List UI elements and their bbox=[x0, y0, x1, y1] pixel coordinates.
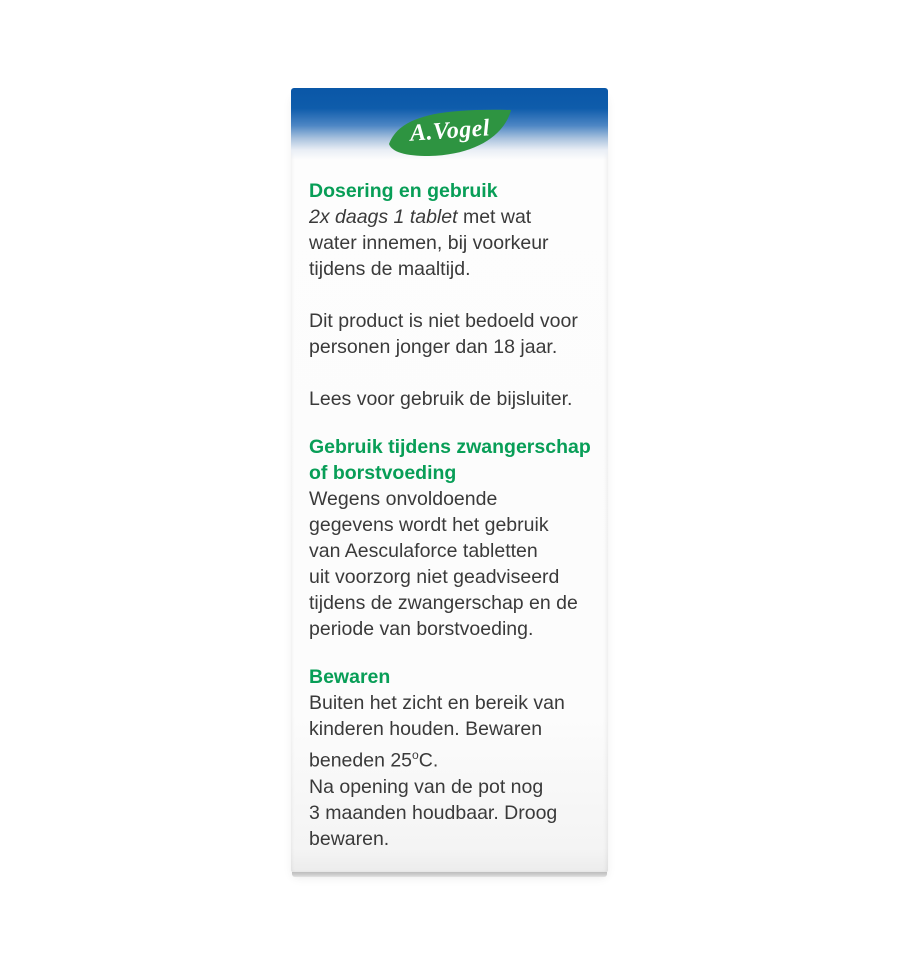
paragraph bbox=[309, 690, 594, 774]
section-heading: Dosering en gebruik bbox=[309, 180, 498, 202]
text-line: tijdens de zwangerschap en de bbox=[309, 592, 578, 614]
logo-text: A.Vogel bbox=[408, 115, 491, 147]
text-line: periode van borstvoeding. bbox=[309, 618, 534, 640]
text-line: personen jonger dan 18 jaar. bbox=[309, 336, 558, 358]
paragraph bbox=[309, 774, 594, 852]
product-box bbox=[291, 88, 608, 872]
paragraph bbox=[309, 486, 594, 642]
text-line: Buiten het zicht en bereik van bbox=[309, 692, 565, 714]
text-line: Dit product is niet bedoeld voor bbox=[309, 310, 578, 332]
paragraph bbox=[309, 386, 594, 412]
label-section bbox=[309, 178, 594, 412]
text-line: 3 maanden houdbaar. Droog bbox=[309, 801, 558, 824]
text-line: uit voorzorg niet geadviseerd bbox=[309, 566, 560, 588]
text-line: bewaren. bbox=[309, 827, 390, 850]
text-line: Na opening van de pot nog bbox=[309, 775, 544, 798]
section-heading: Gebruik tijdens zwangerschap bbox=[309, 436, 591, 458]
text-line: Lees voor gebruik de bijsluiter. bbox=[309, 388, 573, 410]
text-line: water innemen, bij voorkeur bbox=[309, 232, 549, 254]
text-line: 2x daags 1 tablet met wat bbox=[309, 206, 532, 228]
label-content bbox=[291, 88, 608, 852]
section-heading: of borstvoeding bbox=[309, 462, 457, 484]
text-line: kinderen houden. Bewaren bbox=[309, 718, 543, 740]
text-line: beneden 25$^o$C. bbox=[309, 748, 439, 772]
label-section bbox=[309, 664, 594, 852]
text-line: tijdens de maaltijd. bbox=[309, 258, 471, 280]
label-section bbox=[309, 434, 594, 642]
text-line: Wegens onvoldoende bbox=[309, 488, 498, 510]
paragraph bbox=[309, 308, 594, 360]
section-heading: Bewaren bbox=[309, 666, 391, 688]
text-line: van Aesculaforce tabletten bbox=[309, 540, 538, 562]
paragraph bbox=[309, 204, 594, 282]
text-line: gegevens wordt het gebruik bbox=[309, 514, 549, 536]
